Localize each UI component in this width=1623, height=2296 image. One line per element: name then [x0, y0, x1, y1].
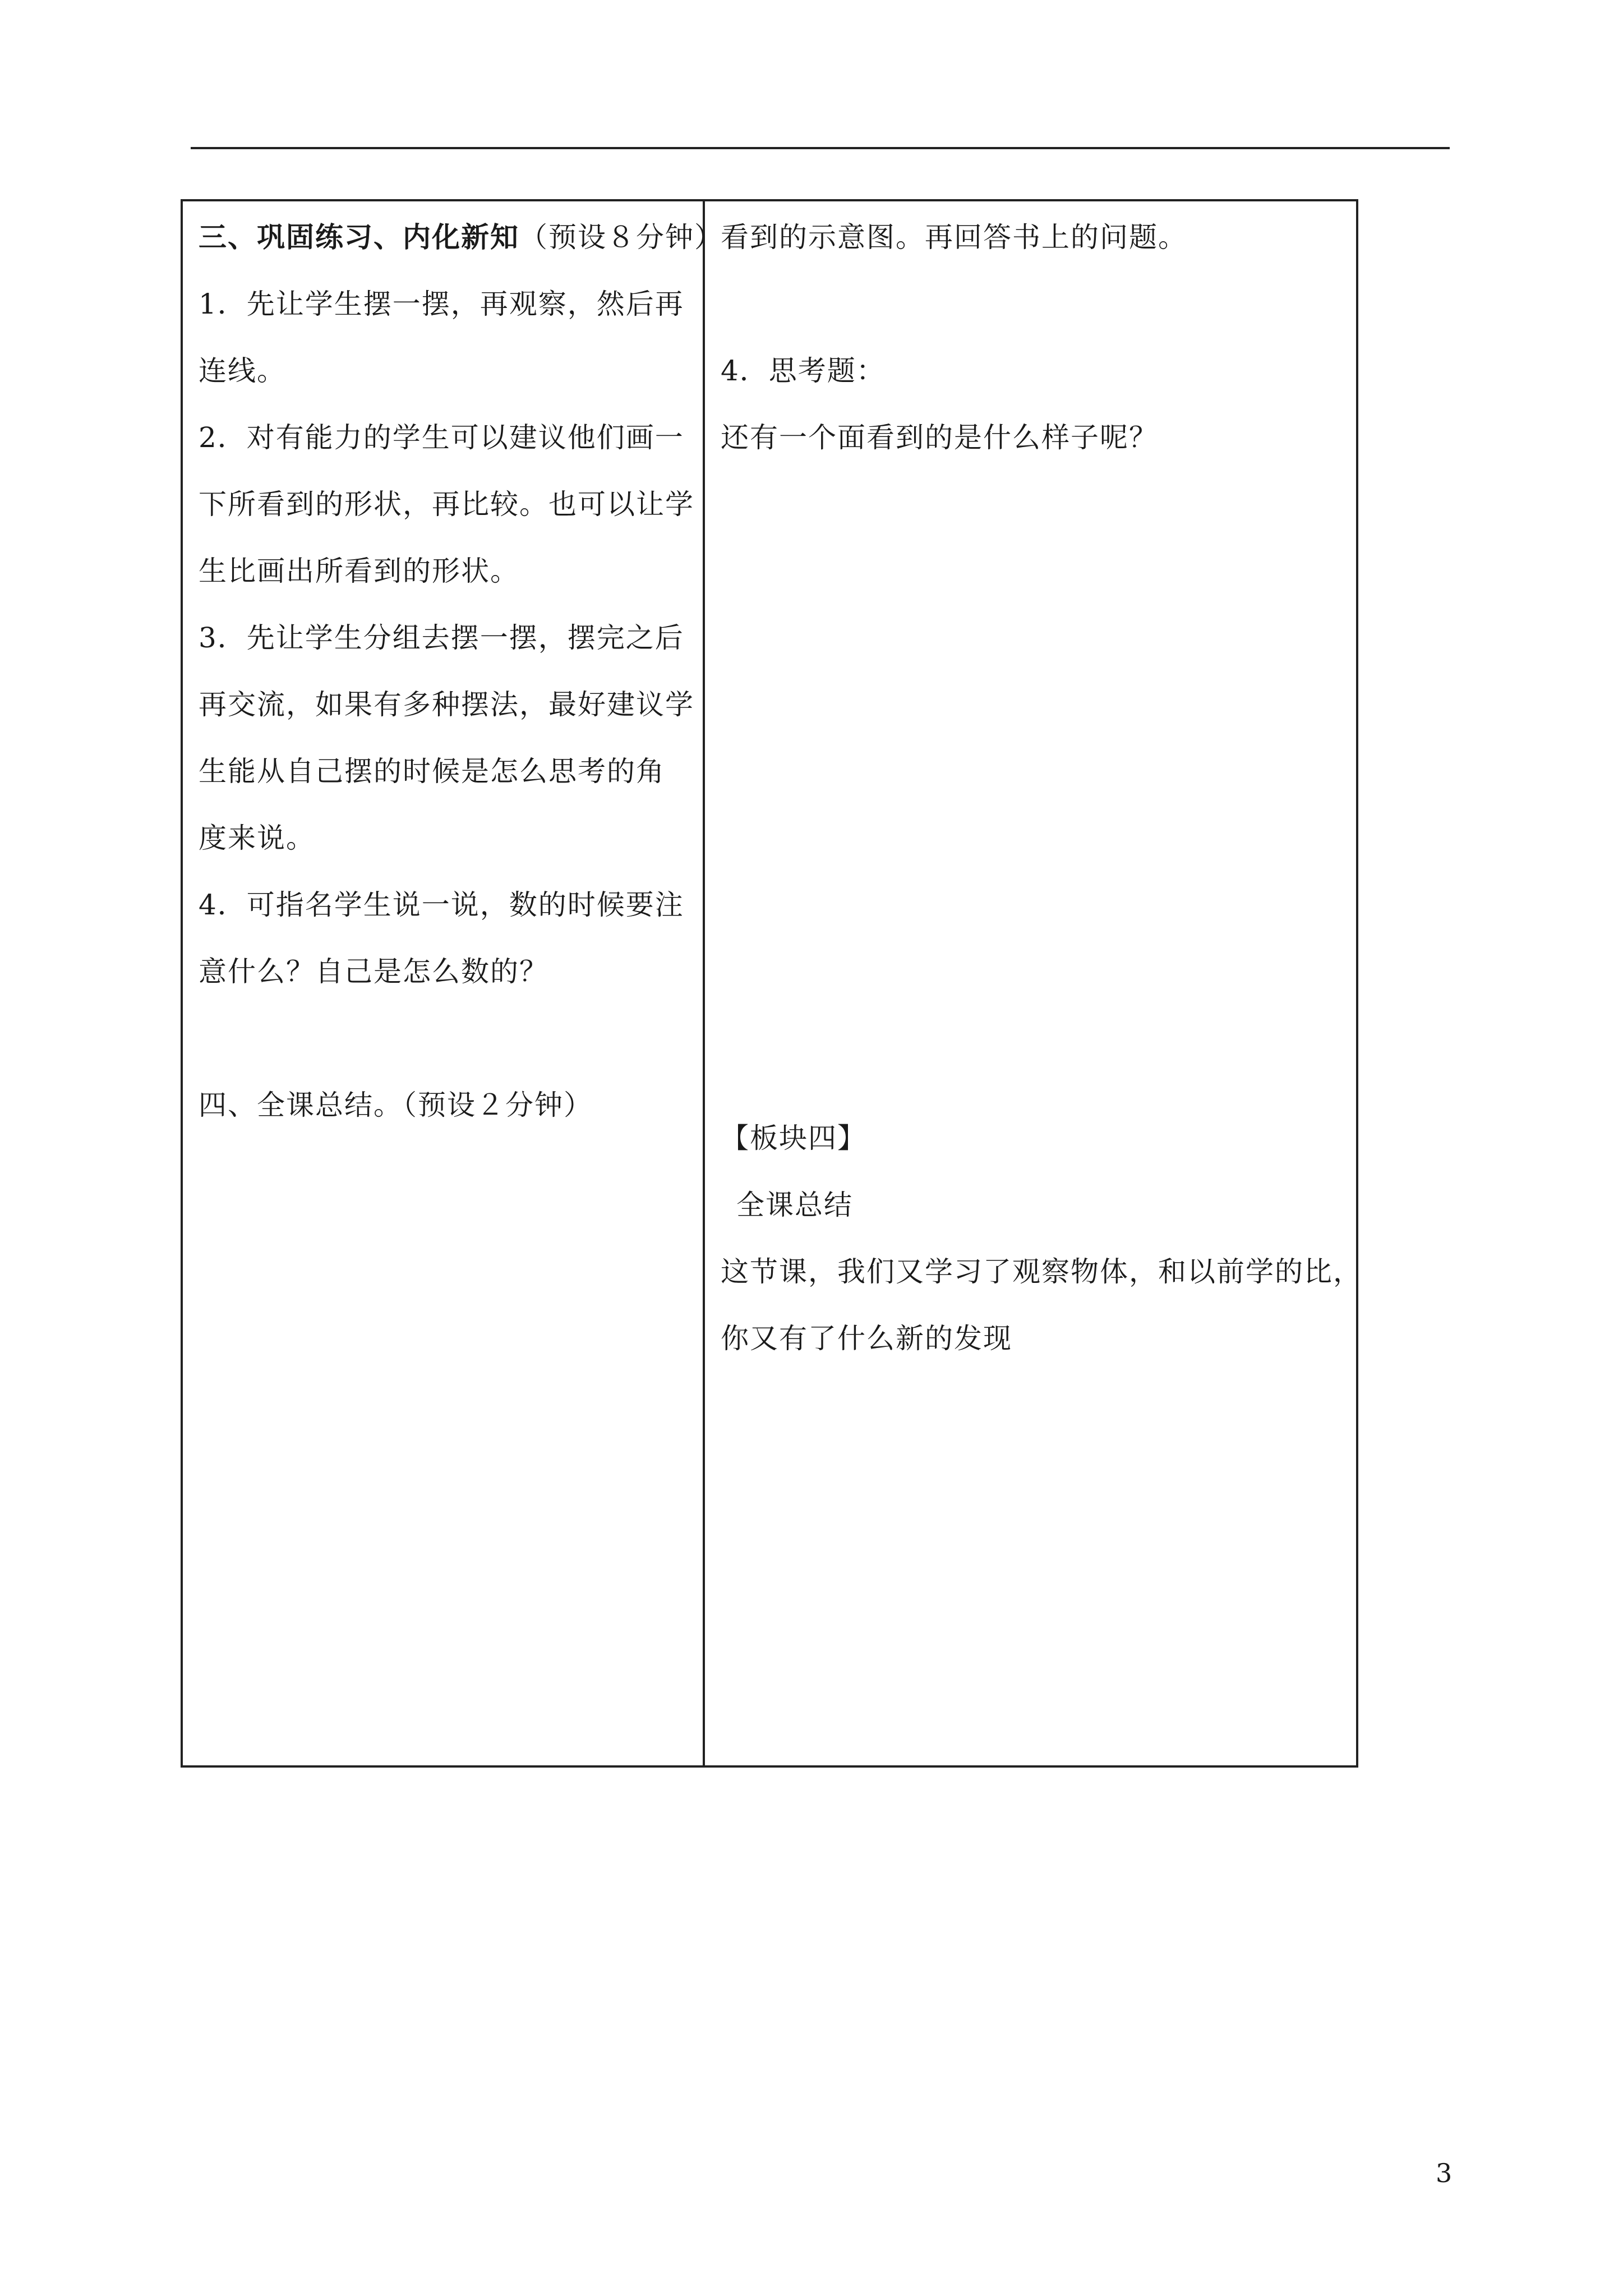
left-line-6: 3．先让学生分组去摆一摆，摆完之后	[199, 622, 684, 654]
section-three-heading: 三、巩固练习、内化新知	[199, 220, 519, 254]
right-line-5: 这节课，我们又学习了观察物体，和以前学的比，	[721, 1255, 1362, 1288]
section-four-title: 四、全课总结。（预设２分钟）	[199, 1089, 593, 1121]
left-spacer	[199, 1022, 703, 1088]
header-rule	[191, 147, 1450, 149]
lesson-plan-table	[181, 199, 1362, 1768]
right-line-2: 还有一个面看到的是什么样子呢？	[721, 421, 1158, 454]
design-intent-column	[705, 201, 1362, 1765]
right-line-6: 你又有了什么新的发现	[721, 1322, 1012, 1355]
left-line-10: 4．可指名学生说一说，数的时候要注	[199, 889, 684, 921]
left-line-4: 下所看到的形状，再比较。也可以让学	[199, 488, 694, 521]
left-line-1: 1．先让学生摆一摆，再观察，然后再	[199, 288, 684, 320]
right-line-0: 看到的示意图。再回答书上的问题。	[721, 221, 1187, 254]
block-four-label: 【板块四】	[721, 1122, 866, 1154]
section-three-title	[199, 220, 723, 254]
left-line-11: 意什么？自己是怎么数的？	[199, 955, 548, 988]
left-line-5: 生比画出所看到的形状。	[199, 555, 519, 587]
teaching-notes-column	[183, 201, 723, 1765]
page-number: 3	[1436, 2158, 1453, 2188]
left-line-3: 2．对有能力的学生可以建议他们画一	[199, 421, 684, 454]
section-three-time: （预设８分钟）	[519, 221, 723, 254]
left-line-7: 再交流，如果有多种摆法，最好建议学	[199, 688, 694, 721]
left-line-8: 生能从自己摆的时候是怎么思考的角	[199, 755, 665, 788]
block-four-title: 全课总结	[736, 1189, 853, 1221]
left-line-2: 连线。	[199, 355, 286, 387]
left-line-9: 度来说。	[199, 822, 315, 854]
right-spacer-1	[721, 287, 1362, 354]
right-spacer-2	[721, 487, 1362, 1121]
right-line-1: 4．思考题：	[721, 355, 886, 387]
